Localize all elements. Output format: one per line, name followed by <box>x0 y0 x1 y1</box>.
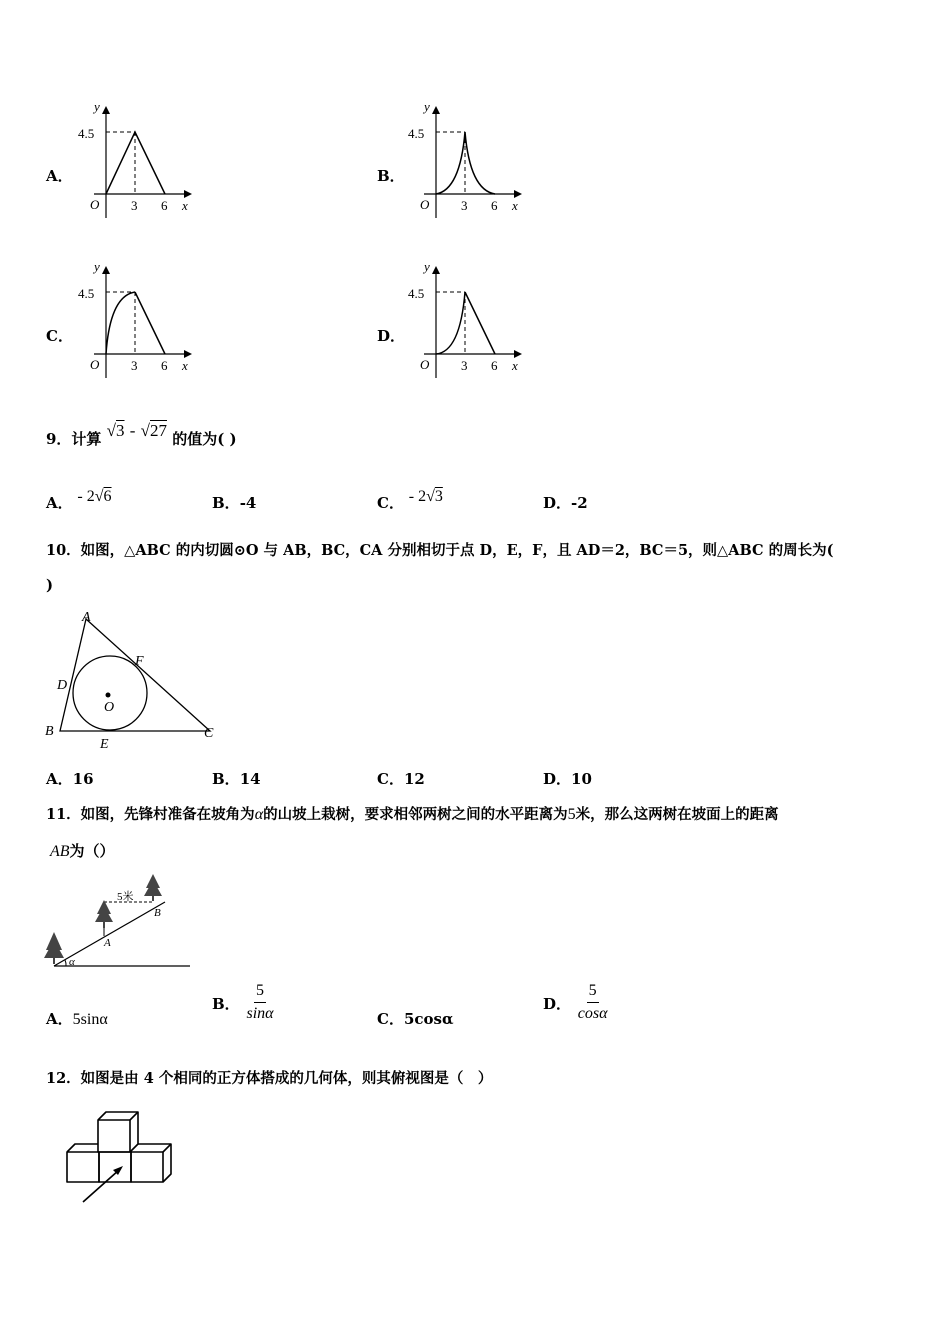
svg-text:6: 6 <box>161 358 168 373</box>
q12-cubes-figure <box>55 1110 195 1210</box>
tree-icon <box>44 874 162 964</box>
vertex-b-label: B <box>45 724 54 739</box>
q11-option-b: B． $\frac{5}{\sin\alpha}$ <box>212 982 274 1022</box>
distance-label: 5米 <box>117 891 134 903</box>
svg-text:x: x <box>512 198 518 213</box>
q9-sqrt3: √3 <box>106 421 125 440</box>
vertex-a-label: A <box>82 610 91 625</box>
angle-alpha-label: α <box>69 956 75 968</box>
q10-question: 10．如图，△ABC 的内切圆⊙O 与 AB，BC，CA 分别相切于点 D，E，F，且 AD＝2，BC＝5，则△ABC 的周长为( <box>46 542 834 559</box>
q8-option-d-label: D． <box>377 327 406 345</box>
q11-slope-figure <box>40 870 200 975</box>
svg-text:4.5: 4.5 <box>408 286 425 301</box>
svg-text:3: 3 <box>131 358 138 373</box>
q9-sqrt27: √27 <box>140 421 167 440</box>
svg-text:O: O <box>420 197 430 212</box>
svg-text:6: 6 <box>491 198 498 213</box>
svg-text:3: 3 <box>461 198 468 213</box>
point-a-label: A <box>104 937 111 949</box>
q11-option-c: C．5cosα <box>377 1010 454 1028</box>
point-f-label: F <box>135 654 144 669</box>
point-d-label: D <box>57 678 68 693</box>
point-e-label: E <box>100 737 109 752</box>
svg-text:x: x <box>182 358 188 373</box>
svg-text:x: x <box>512 358 518 373</box>
svg-text:O: O <box>420 357 430 372</box>
q11-question: 11．如图，先锋村准备在坡角为α的山坡上栽树，要求相邻两树之间的水平距离为5米，那么这两树在坡面上的距离 <box>46 806 779 823</box>
q9-question <box>46 421 237 449</box>
origin-label: O <box>90 197 100 212</box>
q8-option-c-label: C． <box>46 327 73 345</box>
q10-option-c: C．12 <box>377 770 425 788</box>
q9-option-a: A． - 2√6 <box>46 488 112 512</box>
tick-3-label: 3 <box>131 198 138 213</box>
q9-option-b: B．-4 <box>212 494 257 512</box>
q8-graph-a <box>70 98 200 223</box>
x-axis-label: x <box>182 198 188 213</box>
q10-triangle-figure <box>40 605 230 755</box>
q8-graph-c <box>70 258 200 383</box>
q10-option-b: B．14 <box>212 770 261 788</box>
svg-text:y: y <box>94 259 100 274</box>
svg-text:4.5: 4.5 <box>408 126 425 141</box>
q10-option-a: A．16 <box>46 770 94 788</box>
q8-graph-b <box>400 98 530 223</box>
svg-text:O: O <box>90 357 100 372</box>
y-axis-label: y <box>94 99 100 114</box>
q8-option-a-label: A． <box>46 167 73 185</box>
vertex-c-label: C <box>204 726 214 741</box>
center-o-label: O <box>104 700 115 715</box>
peak-label: 4.5 <box>78 126 95 141</box>
q10-question-end: ) <box>46 576 54 594</box>
svg-text:y: y <box>424 259 430 274</box>
svg-text:6: 6 <box>491 358 498 373</box>
svg-text:4.5: 4.5 <box>78 286 95 301</box>
q9-option-c: C． - 2√3 <box>377 488 443 512</box>
q12-question: 12．如图是由 4 个相同的正方体搭成的几何体，则其俯视图是（ ） <box>46 1070 493 1087</box>
svg-text:3: 3 <box>461 358 468 373</box>
q8-option-b-label: B． <box>377 167 405 185</box>
q8-graph-d <box>400 258 530 383</box>
q9-option-d: D．-2 <box>543 494 588 512</box>
point-b-label: B <box>154 907 161 919</box>
tick-6-label: 6 <box>161 198 168 213</box>
q9-tail: 的值为( ) <box>172 430 237 448</box>
q11-option-a: A．5sinα <box>46 1010 108 1028</box>
q9-number: 9．计算 <box>46 430 102 448</box>
q9-minus: - <box>129 421 136 440</box>
svg-text:y: y <box>424 99 430 114</box>
q10-option-d: D．10 <box>543 770 592 788</box>
q11-option-d: D． $\frac{5}{\cos\alpha}$ <box>543 982 608 1022</box>
q11-question-line2: AB为（） <box>50 842 115 860</box>
